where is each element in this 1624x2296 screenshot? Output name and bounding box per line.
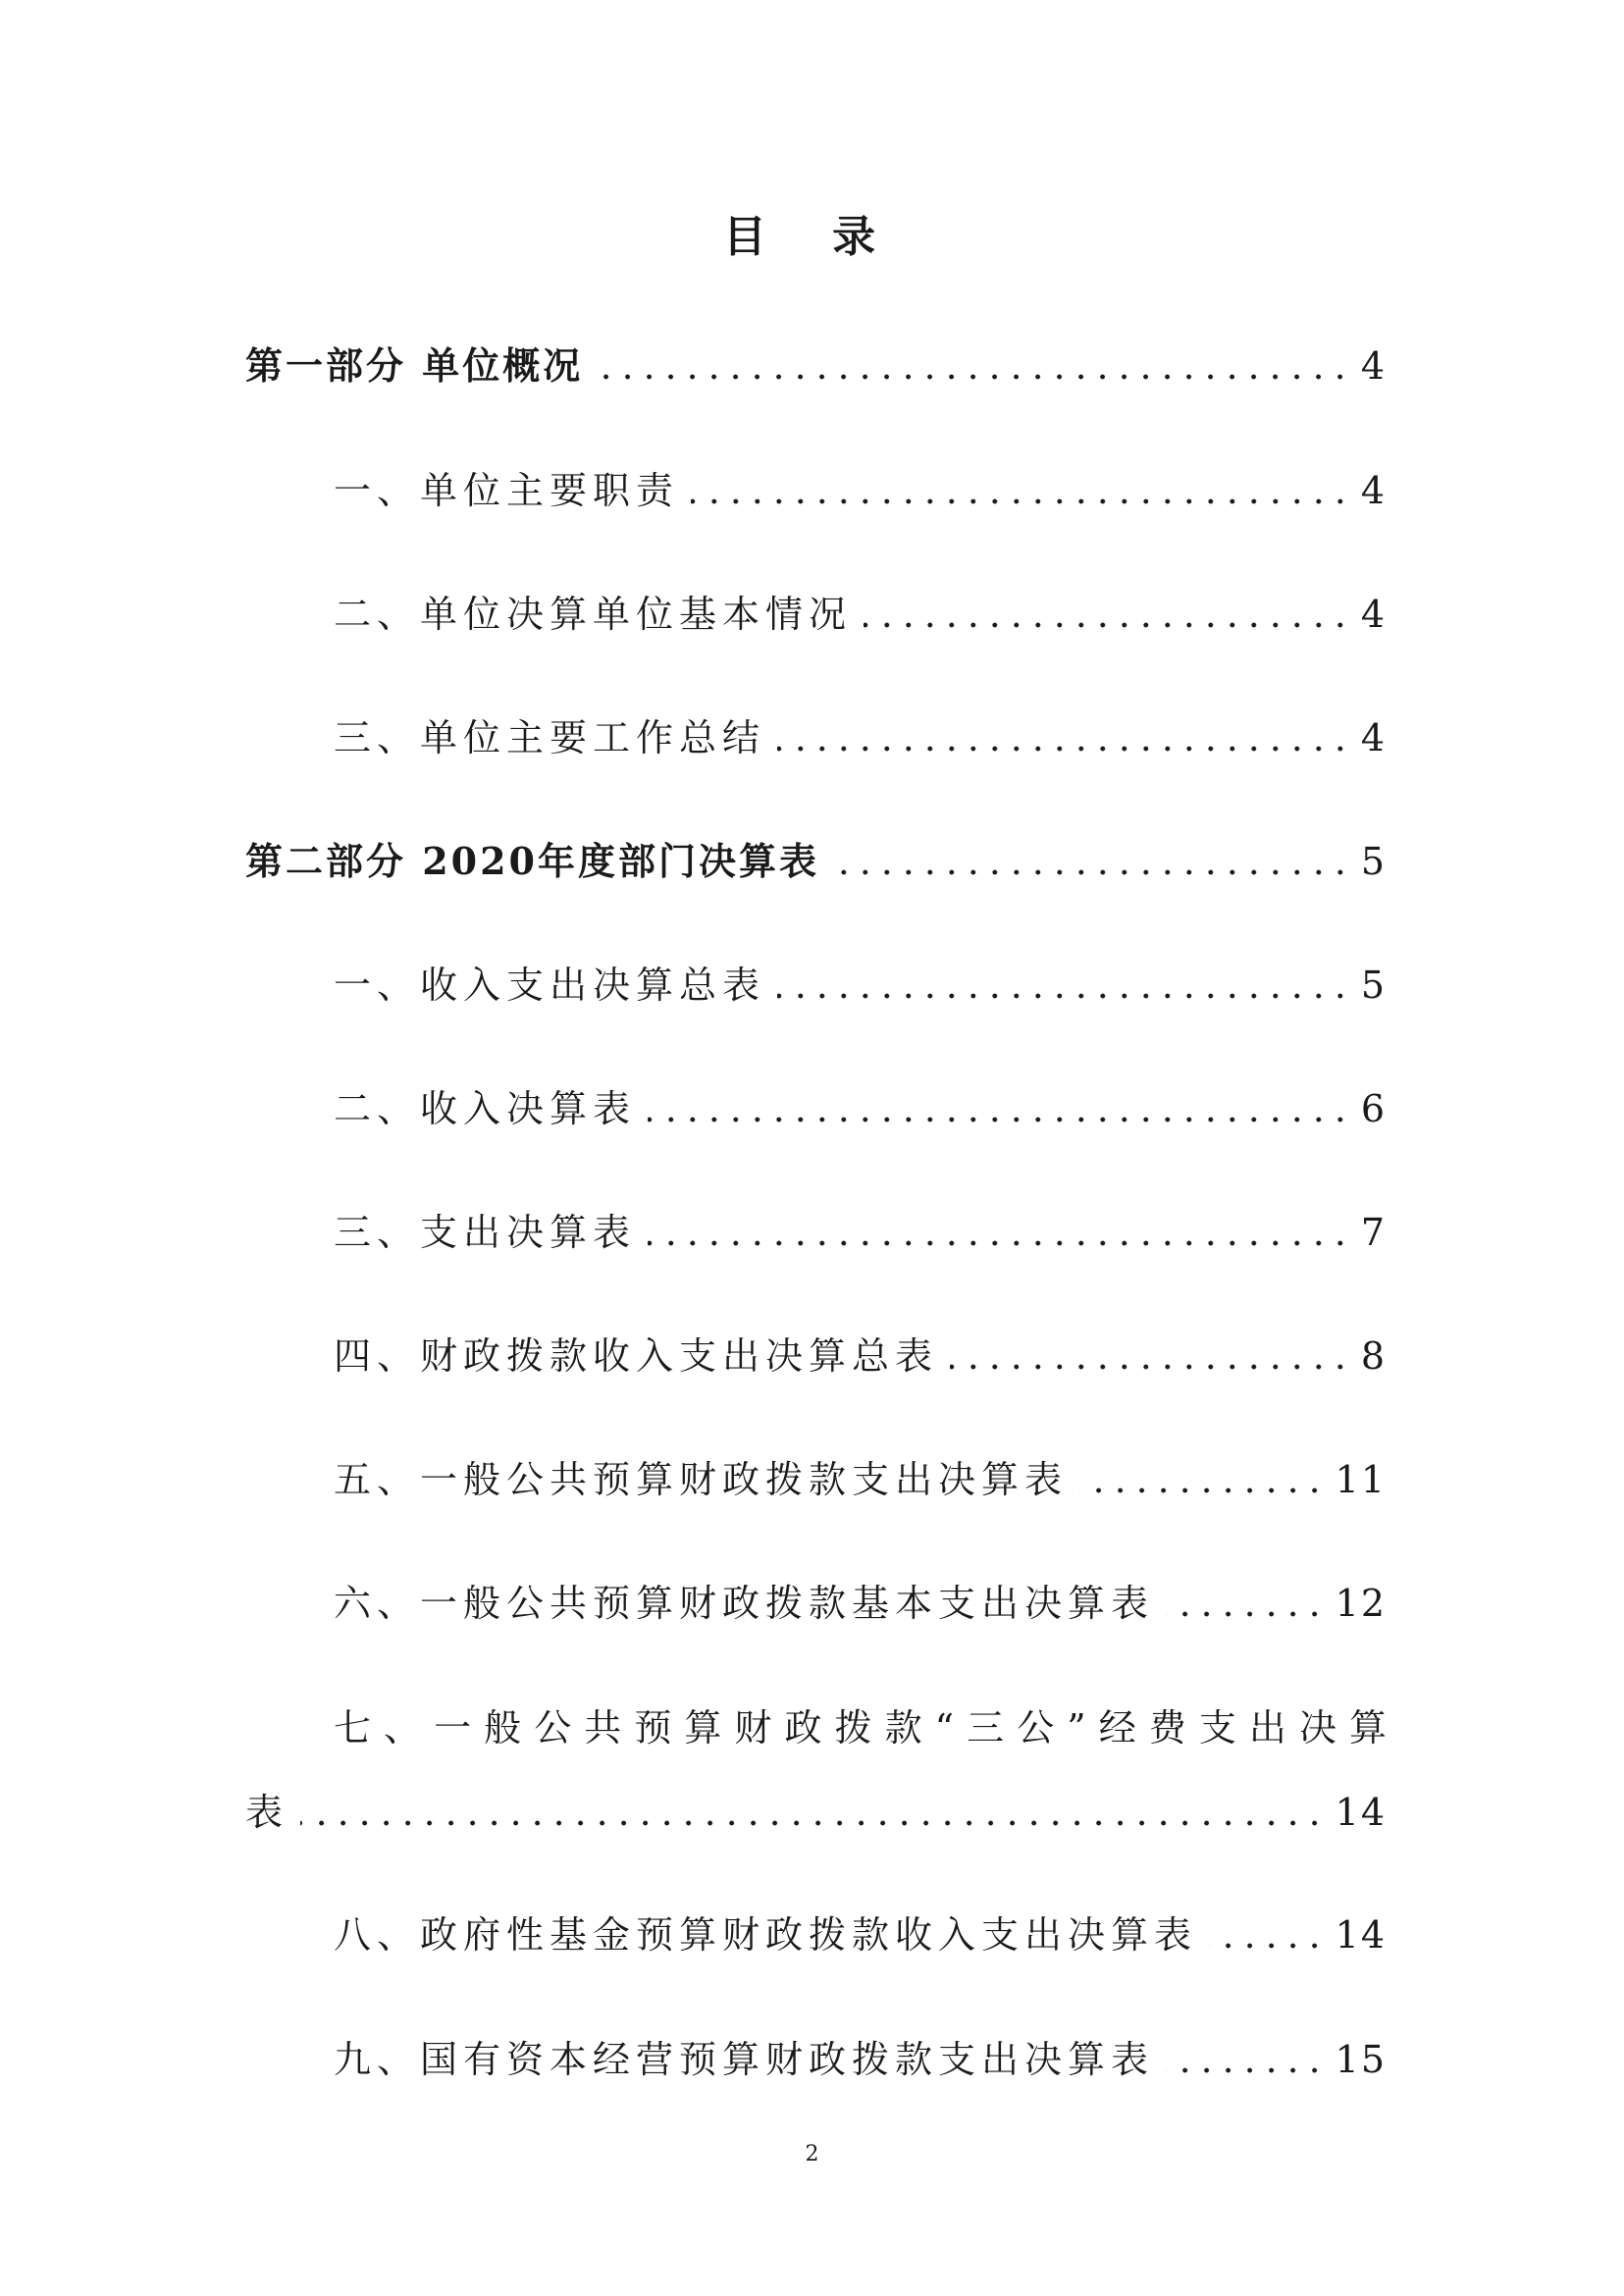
toc-entry-page: 4 [1360, 469, 1387, 512]
page-title: 目 录 [722, 212, 902, 262]
toc-entry[interactable] [334, 587, 1387, 642]
toc-entry-label: 六、一般公共预算财政拨款基本支出决算表 [334, 1582, 1155, 1625]
toc-entry-label: 二、收入决算表 [334, 1087, 637, 1130]
toc-entry-page: 14 [1335, 1913, 1387, 1957]
dot-leader [777, 746, 1351, 752]
toc-entry-label: 八、政府性基金预算财政拨款收入支出决算表 [334, 1913, 1198, 1957]
toc-entry[interactable] [334, 710, 1387, 765]
toc-entry-page: 14 [1335, 1791, 1387, 1834]
toc-entry-page: 5 [1360, 840, 1387, 883]
dot-leader [1166, 2067, 1326, 2073]
toc-entry[interactable] [334, 1081, 1387, 1136]
toc-entry[interactable] [334, 2032, 1387, 2087]
dot-leader [831, 869, 1351, 875]
toc-entry-page: 7 [1360, 1211, 1387, 1254]
toc-entry-part-two[interactable] [245, 834, 1387, 889]
dot-leader [300, 1820, 1326, 1826]
toc-entry-page: 15 [1335, 2038, 1387, 2081]
toc-entry[interactable] [334, 1452, 1387, 1507]
toc-entry-page: 4 [1360, 593, 1387, 636]
dot-leader [777, 993, 1351, 999]
footer-page-number: 2 [805, 2142, 819, 2166]
toc-entry-label: 九、国有资本经营预算财政拨款支出决算表 [334, 2038, 1155, 2081]
toc-entry-label: 三、支出决算表 [334, 1211, 637, 1254]
toc-entry-wrapped-second-line[interactable] [245, 1785, 1387, 1840]
toc-entry[interactable] [334, 1329, 1387, 1383]
toc-entry-label: 二、单位决算单位基本情况 [334, 593, 853, 636]
dot-leader [1079, 1487, 1326, 1493]
toc-entry-page: 5 [1360, 964, 1387, 1007]
toc-entry-page: 6 [1360, 1087, 1387, 1130]
toc-entry-label: 第二部分 2020年度部门决算表 [245, 839, 819, 883]
toc-entry[interactable] [334, 958, 1387, 1013]
toc-entry-page: 4 [1360, 344, 1387, 388]
toc-entry-label: 一、收入支出决算总表 [334, 964, 766, 1007]
toc-entry[interactable] [334, 1205, 1387, 1260]
toc-entry[interactable] [334, 1576, 1387, 1631]
toc-entry-label: 第一部分 单位概况 [245, 343, 584, 388]
toc-entry-label: 五、一般公共预算财政拨款支出决算表 [334, 1458, 1069, 1501]
toc-entry-page: 12 [1335, 1582, 1387, 1625]
dot-leader [950, 1364, 1351, 1370]
toc-entry-part-one[interactable] [245, 339, 1387, 393]
toc-entry-page: 11 [1335, 1458, 1387, 1501]
dot-leader [864, 622, 1351, 628]
dot-leader [1166, 1611, 1326, 1617]
dot-leader [648, 1240, 1351, 1246]
toc-entry[interactable] [334, 463, 1387, 518]
toc-entry-label: 表 [245, 1791, 289, 1834]
toc-entry-wrapped-first-line[interactable]: 七、一般公共预算财政拨款“三公”经费支出决算 [334, 1706, 1387, 1749]
toc-entry-page: 8 [1360, 1334, 1387, 1378]
toc-entry-page: 4 [1360, 716, 1387, 759]
toc-entry-label: 一、单位主要职责 [334, 469, 680, 512]
dot-leader [691, 498, 1351, 504]
dot-leader [595, 374, 1351, 380]
toc-entry-label: 三、单位主要工作总结 [334, 716, 766, 759]
dot-leader [648, 1117, 1351, 1122]
toc-entry[interactable] [334, 1907, 1387, 1962]
dot-leader [1209, 1943, 1326, 1949]
toc-entry-label: 四、财政拨款收入支出决算总表 [334, 1334, 939, 1378]
